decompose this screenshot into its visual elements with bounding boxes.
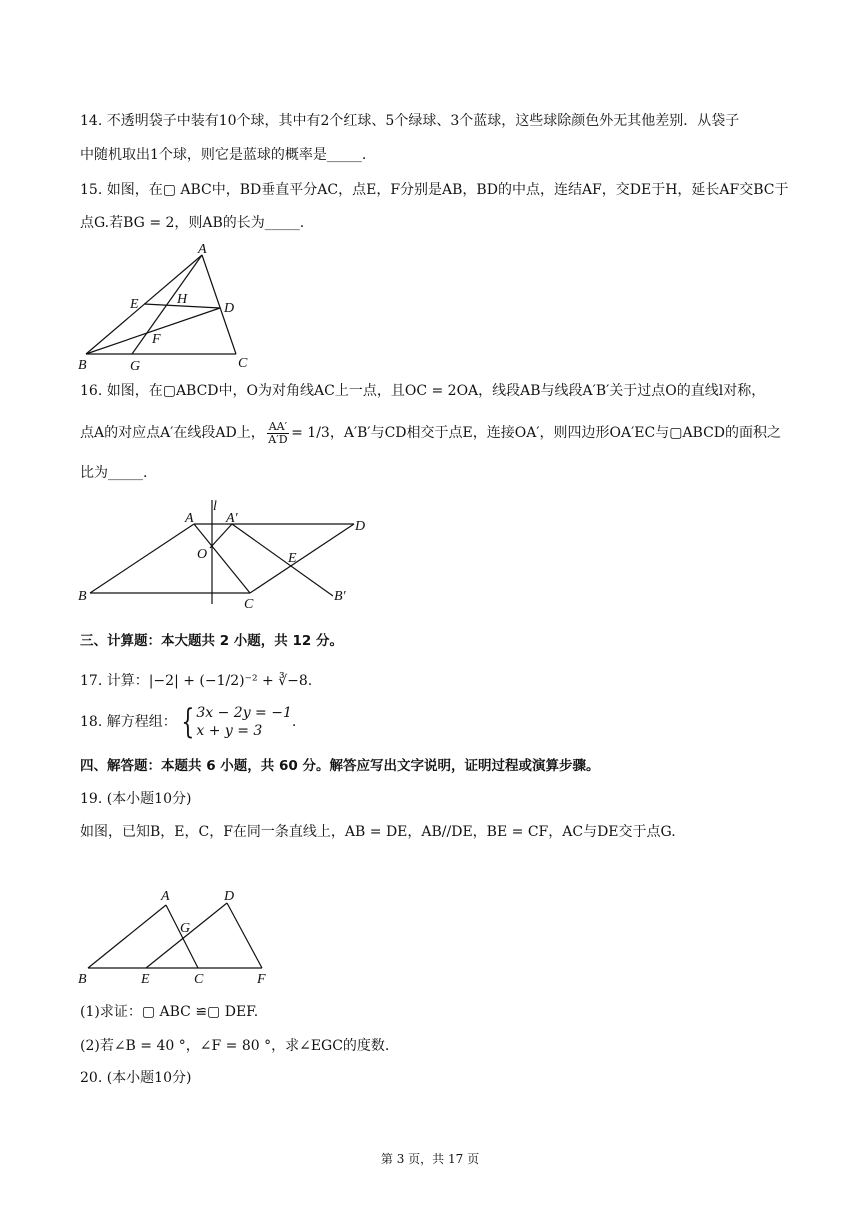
q15-label-E: E [130, 297, 139, 312]
q19-label-B: B [78, 972, 87, 987]
q20-header: 20. (本小题10分) [80, 1070, 192, 1086]
q18-system [196, 704, 292, 740]
q17: 17. 计算：|−2| + (−1/2)⁻² + ∛−8. [80, 673, 313, 689]
q15-label-H: H [177, 292, 188, 307]
q19-label-G: G [180, 921, 191, 936]
q16-line2-pre: 点A的对应点A′在线段AD上， [80, 425, 265, 441]
q16-label-A-prime: A′ [226, 511, 238, 526]
q16-label-B: B [78, 589, 87, 604]
q16-label-B-prime: B′ [334, 589, 346, 604]
q15-label-A: A [198, 242, 207, 257]
q14-line1: 14. 不透明袋子中装有10个球，其中有2个红球、5个绿球、3个蓝球，这些球除颜色外无其他差别．从袋子 [80, 113, 740, 129]
q19-label-C: C [194, 972, 204, 987]
q16-frac-den: A′D [268, 432, 288, 446]
q15-figure [70, 240, 260, 375]
q19-label-D: D [224, 889, 235, 904]
q18-eq2: x + y = 3 [196, 723, 263, 739]
q16-label-C: C [244, 597, 254, 612]
q19-text: 如图，已知B，E，C，F在同一条直线上，AB = DE，AB//DE，BE = CF，AC与DE交于点G. [80, 824, 676, 840]
q16-figure [70, 495, 380, 613]
q16-ratio-fraction [267, 421, 289, 446]
q16-frac-num: AA′ [268, 419, 288, 433]
q19-part2: (2)若∠B = 40 °，∠F = 80 °，求∠EGC的度数. [80, 1038, 390, 1054]
q16-line2 [80, 416, 781, 450]
q15-label-F: F [152, 332, 161, 347]
q14-line2: 中随机取出1个球，则它是蓝球的概率是_____. [80, 147, 367, 163]
q15-label-D: D [224, 301, 235, 316]
q16-line2-post: = 1/3，A′B′与CD相交于点E，连接OA′，则四边形OA′EC与▢ABCD的面积之 [291, 425, 782, 441]
q16-label-O: O [197, 547, 208, 562]
q18-prefix: 18. 解方程组： [80, 714, 177, 730]
q19-figure [70, 880, 280, 988]
section-3-heading: 三、计算题：本大题共 2 小题，共 12 分。 [80, 633, 343, 649]
q15-label-B: B [78, 358, 87, 373]
q18-brace: { [181, 702, 195, 742]
q19-label-E: E [141, 972, 150, 987]
q19-header: 19. (本小题10分) [80, 791, 192, 807]
q18 [80, 702, 296, 742]
q16-line3: 比为_____. [80, 465, 148, 481]
q15-line2: 点G.若BG = 2，则AB的长为_____. [80, 215, 305, 231]
q16-label-E: E [288, 551, 297, 566]
q19-label-F: F [257, 972, 266, 987]
q15-label-C: C [238, 356, 248, 371]
page-footer: 第 3 页，共 17 页 [380, 1152, 480, 1166]
q15-line1: 15. 如图，在▢ ABC中，BD垂直平分AC，点E，F分别是AB，BD的中点，连结AF，交DE于H，延长AF交BC于 [80, 182, 789, 198]
q16-line1: 16. 如图，在▢ABCD中，O为对角线AC上一点，且OC = 2OA，线段AB与线段A′B′关于过点O的直线l对称， [80, 383, 766, 399]
q18-suffix: . [291, 714, 297, 730]
q18-eq1: 3x − 2y = −1 [196, 705, 292, 721]
q19-label-A: A [161, 889, 170, 904]
q19-part1: (1)求证：▢ ABC ≌▢ DEF. [80, 1004, 259, 1020]
q16-label-l: l [213, 499, 217, 514]
q16-label-D: D [355, 519, 366, 534]
section-4-heading: 四、解答题：本题共 6 小题，共 60 分。解答应写出文字说明，证明过程或演算步骤。 [80, 758, 600, 774]
q16-label-A: A [185, 511, 194, 526]
q15-label-G: G [130, 359, 141, 374]
